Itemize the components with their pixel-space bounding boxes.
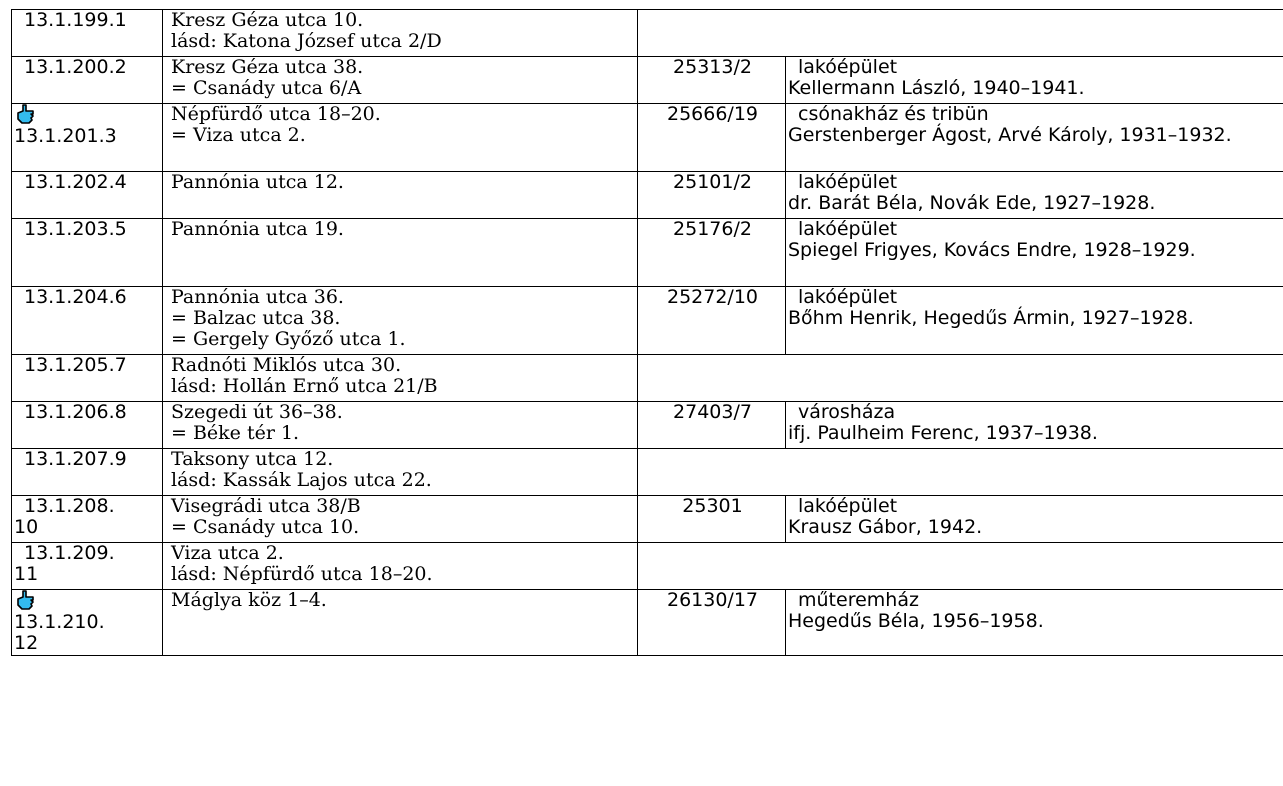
cell-description (786, 104, 1283, 172)
architect-and-date: Bőhm Henrik, Hegedűs Ármin, 1927–1928. (788, 307, 1194, 329)
address-line: lásd: Hollán Ernő utca 21/B (171, 375, 438, 397)
address-line: lásd: Kassák Lajos utca 22. (171, 469, 432, 491)
table-row (12, 104, 1283, 172)
cell-empty (638, 355, 1283, 402)
building-type: műteremház (798, 589, 919, 611)
lot-number: 25272/10 (666, 286, 759, 308)
cell-id (12, 543, 163, 590)
address-line: Pannónia utca 19. (171, 218, 344, 240)
building-type: lakóépület (798, 495, 898, 517)
item-id-continued: 10 (14, 516, 39, 538)
table-row (12, 543, 1283, 590)
cell-id (12, 219, 163, 287)
item-id: 13.1.206.8 (24, 401, 127, 423)
address-line: = Viza utca 2. (171, 124, 306, 146)
item-id: 13.1.209. (24, 542, 115, 564)
item-id: 13.1.207.9 (24, 448, 127, 470)
cell-description (786, 590, 1283, 656)
architect-and-date: ifj. Paulheim Ferenc, 1937–1938. (788, 422, 1098, 444)
item-id: 13.1.205.7 (24, 354, 127, 376)
cell-address (163, 543, 638, 590)
address-line: Kresz Géza utca 38. (171, 56, 364, 78)
cell-id (12, 355, 163, 402)
item-id: 13.1.204.6 (24, 286, 127, 308)
cell-empty (638, 449, 1283, 496)
cell-address (163, 402, 638, 449)
cell-id (12, 10, 163, 57)
item-id: 13.1.202.4 (24, 171, 127, 193)
item-id: 13.1.199.1 (24, 9, 127, 31)
building-type: lakóépület (798, 171, 898, 193)
cell-id (12, 287, 163, 355)
table-row (12, 57, 1283, 104)
cell-lot-number (638, 402, 786, 449)
pointing-hand-icon (14, 590, 38, 612)
lot-number: 25176/2 (673, 218, 752, 240)
address-line: Visegrádi utca 38/B (171, 495, 361, 517)
table-row (12, 355, 1283, 402)
cell-id (12, 172, 163, 219)
cell-address (163, 172, 638, 219)
building-type: lakóépület (798, 286, 898, 308)
cell-description (786, 57, 1283, 104)
building-type: lakóépület (798, 56, 898, 78)
cell-address (163, 287, 638, 355)
cell-address (163, 449, 638, 496)
cell-id (12, 402, 163, 449)
address-line: lásd: Népfürdő utca 18–20. (171, 563, 433, 585)
cell-description (786, 287, 1283, 355)
table-row (12, 10, 1283, 57)
cell-address (163, 355, 638, 402)
cell-address (163, 590, 638, 656)
architect-and-date: Kellermann László, 1940–1941. (788, 77, 1085, 99)
cell-lot-number (638, 104, 786, 172)
cell-id (12, 590, 163, 656)
lot-number: 27403/7 (673, 401, 752, 423)
item-id: 13.1.210. (14, 611, 105, 633)
address-line: Máglya köz 1–4. (171, 589, 327, 611)
cell-address (163, 57, 638, 104)
address-line: = Balzac utca 38. (171, 307, 341, 329)
architect-and-date: Krausz Gábor, 1942. (788, 516, 983, 538)
cell-description (786, 496, 1283, 543)
item-id-continued: 11 (14, 563, 39, 585)
cell-lot-number (638, 219, 786, 287)
address-line: Népfürdő utca 18–20. (171, 103, 381, 125)
cell-id (12, 496, 163, 543)
table-row (12, 402, 1283, 449)
architect-and-date: Spiegel Frigyes, Kovács Endre, 1928–1929. (788, 239, 1196, 261)
table-row (12, 496, 1283, 543)
cell-id (12, 104, 163, 172)
address-line: = Béke tér 1. (171, 422, 300, 444)
architect-and-date: Gerstenberger Ágost, Arvé Károly, 1931–1932. (788, 124, 1232, 146)
lot-number: 25101/2 (673, 171, 752, 193)
building-type: lakóépület (798, 218, 898, 240)
lot-number: 26130/17 (666, 589, 759, 611)
cell-description (786, 172, 1283, 219)
architect-and-date: Hegedűs Béla, 1956–1958. (788, 610, 1044, 632)
address-line: Viza utca 2. (171, 542, 284, 564)
monument-table (11, 9, 1283, 656)
cell-address (163, 496, 638, 543)
address-line: Pannónia utca 12. (171, 171, 344, 193)
item-id: 13.1.201.3 (14, 125, 117, 147)
address-line: = Csanády utca 10. (171, 516, 360, 538)
table-row (12, 590, 1283, 656)
cell-lot-number (638, 590, 786, 656)
cell-address (163, 104, 638, 172)
cell-empty (638, 543, 1283, 590)
cell-lot-number (638, 172, 786, 219)
address-line: = Csanády utca 6/A (171, 77, 362, 99)
table-row (12, 219, 1283, 287)
lot-number: 25301 (682, 495, 743, 517)
architect-and-date: dr. Barát Béla, Novák Ede, 1927–1928. (788, 192, 1156, 214)
address-line: = Gergely Győző utca 1. (171, 328, 406, 350)
building-type: csónakház és tribün (798, 103, 989, 125)
building-type: városháza (798, 401, 896, 423)
address-line: Szegedi út 36–38. (171, 401, 343, 423)
table-row (12, 172, 1283, 219)
cell-id (12, 57, 163, 104)
cell-description (786, 219, 1283, 287)
lot-number: 25313/2 (673, 56, 752, 78)
cell-empty (638, 10, 1283, 57)
cell-address (163, 219, 638, 287)
cell-lot-number (638, 496, 786, 543)
address-line: Kresz Géza utca 10. (171, 9, 364, 31)
cell-id (12, 449, 163, 496)
lot-number: 25666/19 (666, 103, 759, 125)
cell-description (786, 402, 1283, 449)
item-id: 13.1.203.5 (24, 218, 127, 240)
address-line: Radnóti Miklós utca 30. (171, 354, 402, 376)
item-id-continued: 12 (14, 632, 39, 654)
item-id: 13.1.200.2 (24, 56, 127, 78)
pointing-hand-icon (14, 104, 38, 126)
table-row (12, 449, 1283, 496)
cell-address (163, 10, 638, 57)
cell-lot-number (638, 287, 786, 355)
table-row (12, 287, 1283, 355)
item-id: 13.1.208. (24, 495, 115, 517)
address-line: Taksony utca 12. (171, 448, 334, 470)
cell-lot-number (638, 57, 786, 104)
address-line: Pannónia utca 36. (171, 286, 344, 308)
address-line: lásd: Katona József utca 2/D (171, 30, 442, 52)
